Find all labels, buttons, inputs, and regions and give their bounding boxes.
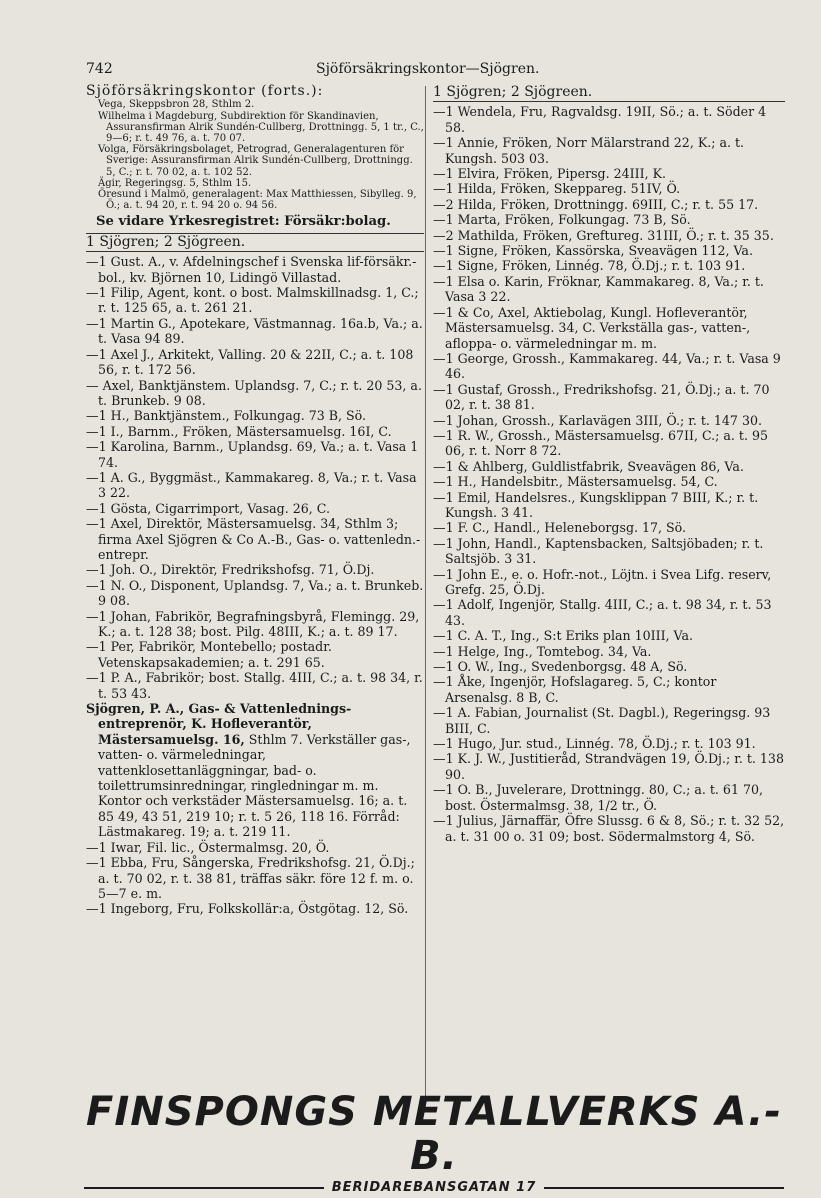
column-divider — [425, 86, 426, 1096]
list-item: —1 Filip, Agent, kont. o bost. Malmskillnadsg. 1, C.; r. t. 125 65, a. t. 261 21. — [86, 285, 419, 316]
list-item: —1 C. A. T., Ing., S:t Eriks plan 10III, Va. — [433, 628, 694, 644]
list-item: —1 P. A., Fabrikör; bost. Stallg. 4III, C.; a. t. 98 34, r. t. 53 43. — [86, 670, 423, 701]
list-item: —1 I., Barnm., Fröken, Mästersamuelsg. 16I, C. — [86, 423, 392, 439]
list-item: —1 F. C., Handl., Heleneborgsg. 17, Sö. — [433, 520, 687, 536]
running-head: Sjöförsäkringskontor—Sjögren. — [316, 61, 540, 77]
list-item: —1 Åke, Ingenjör, Hofslagareg. 5, C.; kontor Arsenalsg. 8 B, C. — [433, 674, 717, 705]
list-item: —1 H., Banktjänstem., Folkungag. 73 B, Sö. — [86, 408, 367, 424]
list-item: —1 Marta, Fröken, Folkungag. 73 B, Sö. — [433, 212, 691, 228]
advertisement-subtitle: BERIDAREBANSGATAN 17 — [331, 1180, 537, 1195]
list-item: —1 Per, Fabrikör, Montebello; postadr. Vetenskapsakademien; a. t. 291 65. — [86, 639, 332, 670]
list-item: Volga, Försäkringsbolaget, Petrograd, Generalagenturen för Sverige: Assuransfirman Alrik Sundén-Cullberg, Drottningg. 5, C.; r. t. 70 02, a. t. 102 52. — [98, 144, 413, 178]
advertisement-banner — [84, 1090, 784, 1195]
surname-heading: 1 Sjögren; 2 Sjögreen. — [433, 84, 785, 102]
list-item: —2 Hilda, Fröken, Drottningg. 69III, C.; r. t. 55 17. — [433, 196, 759, 212]
see-also-note: Se vidare Yrkesregistret: Försäkr:bolag. — [96, 214, 391, 230]
list-item: Öresund i Malmö, generalagent: Max Matthiessen, Sibylleg. 9, Ö.; a. t. 94 20, r. t. 94 20 o. 94 56. — [98, 189, 417, 212]
list-item: —1 Axel J., Arkitekt, Valling. 20 & 22II, C.; a. t. 108 56, r. t. 172 56. — [86, 346, 414, 378]
list-item: —1 Julius, Järnaffär, Öfre Slussg. 6 & 8, Sö.; r. t. 32 52, a. t. 31 00 o. 31 09; bost. Södermalmstorg 4, Sö. — [433, 813, 785, 844]
list-item: —1 Wendela, Fru, Ragvaldsg. 19II, Sö.; a. t. Söder 4 58. — [433, 104, 767, 135]
advertisement-subtitle-row — [84, 1180, 784, 1195]
list-item: —2 Mathilda, Fröken, Greftureg. 31III, Ö.; r. t. 35 35. — [433, 227, 774, 243]
list-item: —1 O. W., Ing., Svedenborgsg. 48 A, Sö. — [433, 659, 688, 675]
list-item: Ägir, Regeringsg. 5, Sthlm 15. — [98, 177, 252, 189]
list-item: —1 Helge, Ing., Tomtebog. 34, Va. — [433, 643, 652, 659]
list-item: —1 Johan, Fabrikör, Begrafningsbyrå, Flemingg. 29, K.; a. t. 128 38; bost. Pilg. 48III, K.; a. t. 89 17. — [86, 608, 420, 639]
list-item: —1 Elsa o. Karin, Fröknar, Kammakareg. 8, Va.; r. t. Vasa 3 22. — [433, 273, 764, 305]
list-item: —1 R. W., Grossh., Mästersamuelsg. 67II, C.; a. t. 95 06, r. t. Norr 8 72. — [433, 427, 769, 459]
list-item: —1 Gösta, Cigarrimport, Vasag. 26, C. — [86, 500, 330, 516]
list-item: —1 H., Handelsbitr., Mästersamuelsg. 54, C. — [433, 474, 718, 490]
list-item: Wilhelma i Magdeburg, Subdirektion för Skandinavien, Assuransfirman Alrik Sundén-Cullberg, Drottningg. 5, 1 tr., C., 9—6; r. t. 49 76, a. t. 70 07. — [98, 110, 424, 145]
list-item: —1 Signe, Fröken, Linnég. 78, Ö.Dj.; r. t. 103 91. — [433, 258, 746, 274]
surname-heading: 1 Sjögren; 2 Sjögreen. — [86, 233, 424, 252]
list-item: —1 O. B., Juvelerare, Drottningg. 80, C.; a. t. 61 70, bost. Östermalmsg. 38, 1/2 tr., Ö. — [433, 782, 763, 813]
list-item: —1 & Co, Axel, Aktiebolag, Kungl. Hofleverantör, Mästersamuelsg. 34, C. Verkställa gas-, vatten-, afloppa- o. värmeledningar m. m. — [433, 304, 751, 351]
list-item: Vega, Skeppsbron 28, Sthlm 2. — [98, 99, 255, 111]
list-item: —1 Emil, Handelsres., Kungsklippan 7 BIII, K.; r. t. Kungsh. 3 41. — [433, 489, 759, 520]
list-item: —1 Axel, Direktör, Mästersamuelsg. 34, Sthlm 3; firma Axel Sjögren & Co A.-B., Gas- o. vattenledn.-entrepr. — [86, 516, 421, 562]
list-item: —1 Signe, Fröken, Kassörska, Sveavägen 112, Va. — [433, 243, 753, 259]
list-item: —1 A. G., Byggmäst., Kammakareg. 8, Va.; r. t. Vasa 3 22. — [86, 469, 417, 501]
advertised-entry-body: Sthlm 7. Verkställer gas-, vatten- o. värmeledningar, vattenklosettanläggningar, bad- o. toilettrumsinredningar, ringledningar m. m. Kontor och verkstäder Mästersamuelsg. 16; a. t. 85 49, 43 51, 219 10; r. t. 5 26, 118 16. Förråd: Lästmakareg. 19; a. t. 219 11. — [98, 731, 411, 840]
list-item: —1 Johan, Grossh., Karlavägen 3III, Ö.; r. t. 147 30. — [433, 412, 762, 428]
list-item: —1 Adolf, Ingenjör, Stallg. 4III, C.; a. t. 98 34, r. t. 53 43. — [433, 597, 772, 628]
list-item: —1 Gust. A., v. Afdelningschef i Svenska lif-försäkr.-bol., kv. Björnen 10, Lidingö Villastad. — [86, 254, 417, 285]
page-number: 742 — [86, 61, 113, 77]
list-item: —1 Martin G., Apotekare, Västmannag. 16a.b, Va.; a. t. Vasa 94 89. — [86, 315, 423, 347]
section-heading: Sjöförsäkringskontor (forts.): — [86, 83, 324, 99]
right-column — [433, 84, 785, 844]
divider — [544, 1187, 784, 1189]
list-item: —1 N. O., Disponent, Uplandsg. 7, Va.; a. t. Brunkeb. 9 08. — [86, 577, 424, 609]
list-item: —1 John E., e. o. Hofr.-not., Löjtn. i Svea Lifg. reserv, Grefg. 25, Ö.Dj. — [433, 566, 772, 597]
advertisement-title: FINSPONGS METALLVERKS A.-B. — [86, 1089, 782, 1179]
list-item: —1 Joh. O., Direktör, Fredrikshofsg. 71, Ö.Dj. — [86, 562, 375, 578]
list-item: —1 Elvira, Fröken, Pipersg. 24III, K. — [433, 166, 666, 182]
list-item: —1 John, Handl., Kaptensbacken, Saltsjöbaden; r. t. Saltsjöb. 3 31. — [433, 535, 764, 567]
list-item: —1 Ebba, Fru, Sångerska, Fredrikshofsg. 21, Ö.Dj.; a. t. 70 02, r. t. 38 81, träffas säkr. före 12 f. m. o. 5—7 e. m. — [86, 855, 415, 901]
list-item: —1 & Ahlberg, Guldlistfabrik, Sveavägen 86, Va. — [433, 458, 744, 474]
list-item: —1 Iwar, Fil. lic., Östermalmsg. 20, Ö. — [86, 839, 330, 855]
list-item: —1 George, Grossh., Kammakareg. 44, Va.; r. t. Vasa 9 46. — [433, 350, 781, 382]
list-item: —1 A. Fabian, Journalist (St. Dagbl.), Regeringsg. 93 BIII, C. — [433, 705, 771, 736]
list-item: —1 Gustaf, Grossh., Fredrikshofsg. 21, Ö.Dj.; a. t. 70 02, r. t. 38 81. — [433, 381, 770, 413]
list-item: —1 Annie, Fröken, Norr Mälarstrand 22, K.; a. t. Kungsh. 503 03. — [433, 135, 745, 166]
left-column — [86, 84, 424, 917]
divider — [84, 1187, 324, 1189]
list-item: —1 K. J. W., Justitieråd, Strandvägen 19, Ö.Dj.; r. t. 138 90. — [433, 751, 784, 782]
list-item: —1 Hilda, Fröken, Skeppareg. 51IV, Ö. — [433, 181, 681, 197]
advertised-entry — [86, 701, 424, 840]
advertised-entry-lead: Sjögren, P. A., Gas- & Vattenlednings-entreprenör, K. Hofleverantör, Mästersamuelsg. 16, — [86, 701, 352, 747]
list-item: —1 Hugo, Jur. stud., Linnég. 78, Ö.Dj.; r. t. 103 91. — [433, 736, 756, 752]
list-item: — Axel, Banktjänstem. Uplandsg. 7, C.; r. t. 20 53, a. t. Brunkeb. 9 08. — [86, 377, 422, 408]
list-item: —1 Karolina, Barnm., Uplandsg. 69, Va.; a. t. Vasa 1 74. — [86, 439, 419, 470]
list-item: —1 Ingeborg, Fru, Folkskollär:a, Östgötag. 12, Sö. — [86, 901, 409, 917]
